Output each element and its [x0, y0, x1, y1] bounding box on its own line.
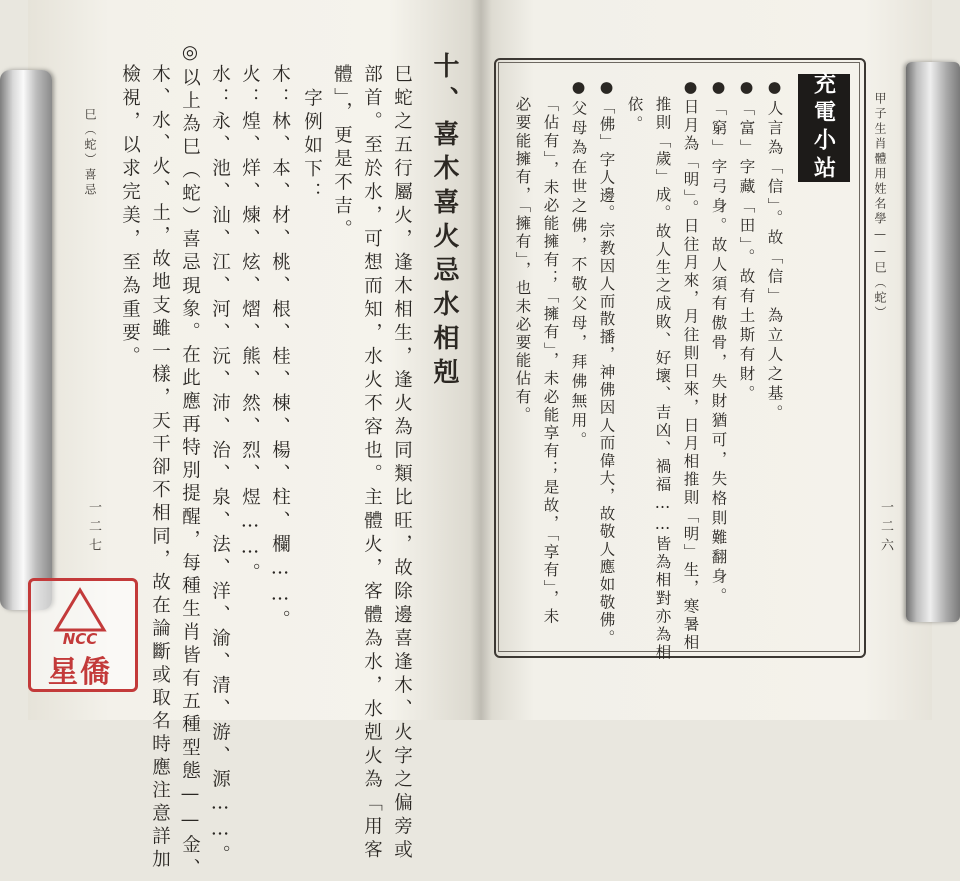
right-page-number: 一二六	[878, 500, 893, 557]
paragraph-line: 部首。至於水，可想而知，水火不容也。主體火，客體為水，水剋火為「用客	[361, 64, 383, 863]
summary-line: 檢視，以求完美，至為重要。	[119, 64, 141, 370]
stamp-name-text: 星僑	[48, 655, 112, 690]
example-label: 水：	[209, 64, 231, 111]
example-chars: 林、本、材、桃、根、桂、棟、楊、柱、欄……。	[269, 111, 291, 633]
tip-box-title	[798, 74, 850, 182]
paragraph-line: 巳蛇之五行屬火，逢木相生，逢火為同類比旺，故除邊喜逢木、火字之偏旁或	[391, 64, 413, 863]
example-row-wood	[270, 64, 289, 633]
summary-line: 木、水、火、土，故地支雖一樣，天干卻不相同，故在論斷或取名時應注意詳加	[149, 64, 171, 873]
left-binder-clip	[0, 70, 52, 610]
example-label: 火：	[239, 64, 261, 111]
paragraph-line: 字例如下：	[301, 88, 323, 206]
example-chars: 煌、烊、煉、炫、熠、熊、然、烈、煜……。	[239, 111, 261, 586]
tip-line: 依。	[625, 96, 644, 135]
tip-line: 推則「歲」成。故人生之成敗、好壞、吉凶、禍福……皆為相對亦為相	[653, 96, 672, 663]
tip-box-title-text: 充電小站	[810, 72, 837, 184]
right-running-head: 甲子生肖體用姓名學——巳（蛇）	[873, 92, 887, 321]
section-heading: 十、喜木喜火忌水相剋	[429, 52, 459, 392]
tip-line: ●日月為「明」。日往月來，月往則日來，日月相推則「明」生，寒暑相	[681, 78, 700, 652]
book-gutter	[470, 0, 492, 720]
example-label: 木：	[269, 64, 291, 111]
example-chars: 永、池、汕、江、河、沅、沛、治、泉、法、洋、渝、清、游、源……。	[209, 111, 231, 868]
example-row-water	[210, 64, 229, 868]
tip-line: ●「窮」字弓身。故人須有傲骨，失財猶可，失格則難翻身。	[709, 78, 728, 607]
tip-line: ●人言為「信」。故「信」為立人之基。	[765, 78, 784, 424]
stamp-ncc-text: NCC	[62, 630, 98, 648]
tip-line: ●「佛」字人邊。宗教因人而散播，神佛因人而偉大，故敬人應如敬佛。	[597, 78, 616, 647]
right-binder-clip	[906, 62, 960, 622]
example-row-fire	[240, 64, 259, 586]
left-running-head: 巳（蛇）喜忌	[83, 108, 97, 198]
tip-line: 「佔有」，未必能擁有；「擁有」，未必能享有；是故，「享有」，未	[541, 96, 560, 627]
tip-line: ●父母為在世之佛，不敬父母，拜佛無用。	[569, 78, 588, 451]
stamp-triangle-icon	[52, 586, 108, 634]
tip-line: ●「富」字藏「田」。故有土斯有財。	[737, 78, 756, 405]
tip-line: 必要能擁有，「擁有」，也未必要能佔有。	[513, 96, 532, 425]
summary-line: ◎以上為巳（蛇）喜忌現象。在此應再特別提醒，每種生肖皆有五種型態——金、	[179, 42, 201, 881]
paragraph-line: 體」，更是不吉。	[331, 64, 353, 243]
left-page-number: 一二七	[86, 500, 101, 557]
